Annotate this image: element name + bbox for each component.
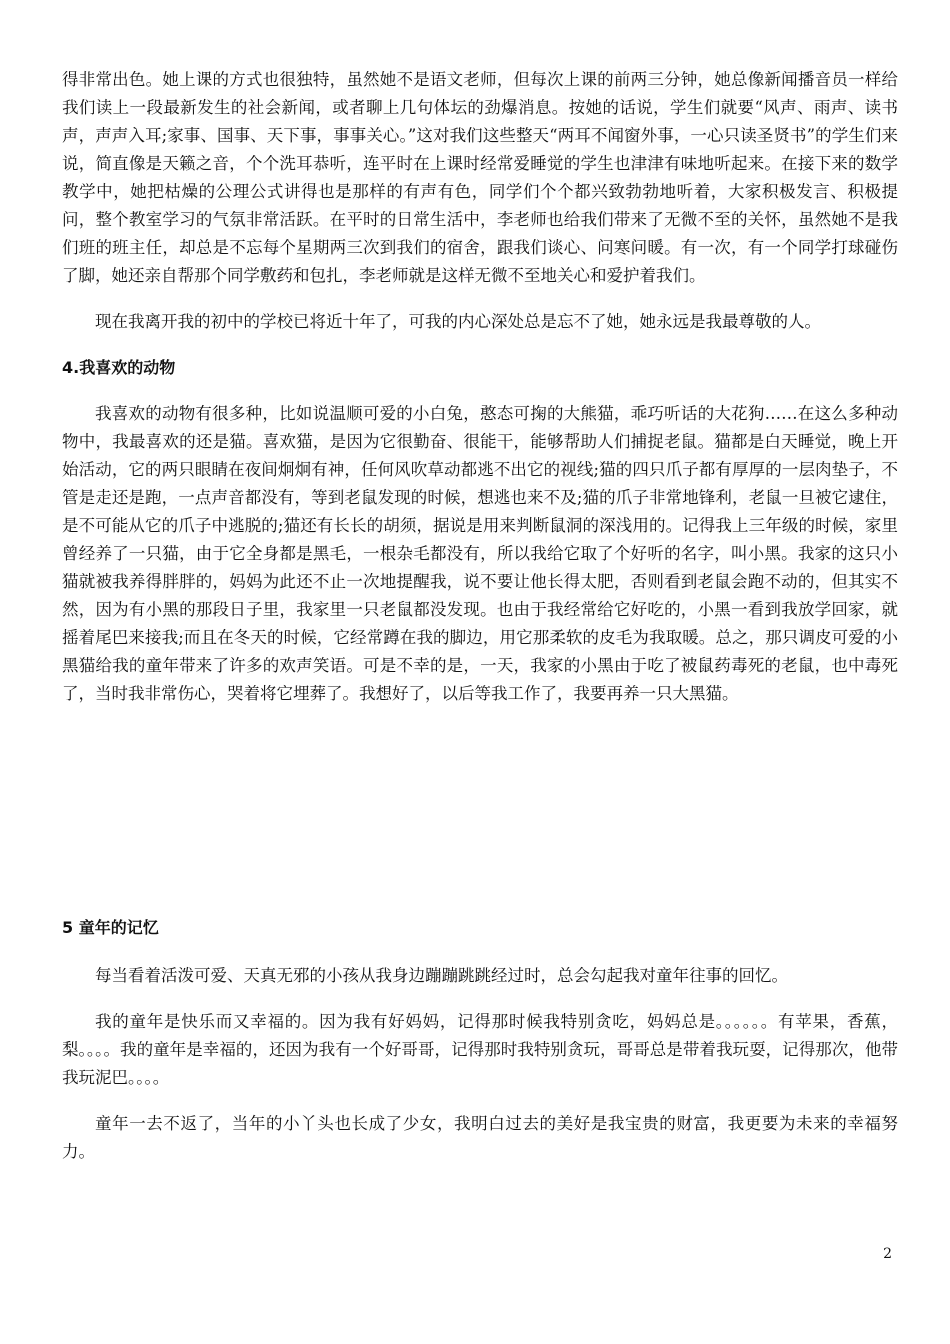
section-5-paragraph-1: 每当看着活泼可爱、天真无邪的小孩从我身边蹦蹦跳跳经过时，总会勾起我对童年往事的回忆。 [95,966,788,985]
section-4-body: 我喜欢的动物有很多种，比如说温顺可爱的小白兔，憨态可掬的大熊猫，乖巧听话的大花狗……在这么多种动物中，我最喜欢的还是猫。喜欢猫，是因为它很勤奋、很能干，能够帮助人们捕捉老鼠。猫都是白天睡觉，晚上开始活动，它的两只眼睛在夜间炯炯有神，任何风吹草动都逃不出它的视线;猫的四只爪子都有厚厚的一层肉垫子，不管是走还是跑，一点声音都没有，等到老鼠发现的时候，想逃也来不及;猫的爪子非常地锋利，老鼠一旦被它逮住，是不可能从它的爪子中逃脱的;猫还有长长的胡须，据说是用来判断鼠洞的深浅用的。记得我上三年级的时候，家里曾经养了一只猫，由于它全身都是黑毛，一根杂毛都没有，所以我给它取了个好听的名字，叫小黑。我家的这只小猫就被我养得胖胖的，妈妈为此还不止一次地提醒我，说不要让他长得太肥，否则看到老鼠会跑不动的，但其实不然，因为有小黑的那段日子里，我家里一只老鼠都没发现。也由于我经常给它好吃的，小黑一看到我放学回家，就摇着尾巴来接我;而且在冬天的时候，它经常蹲在我的脚边，用它那柔软的皮毛为我取暖。总之，那只调皮可爱的小黑猫给我的童年带来了许多的欢声笑语。可是不幸的是，一天，我家的小黑由于吃了被鼠药毒死的老鼠，也中毒死了，当时我非常伤心，哭着将它埋葬了。我想好了，以后等我工作了，我要再养一只大黑猫。 [62,404,898,703]
section-4-title: 4.我喜欢的动物 [62,358,176,377]
document-page [62,66,898,1166]
teacher-paragraph-closing: 现在我离开我的初中的学校已将近十年了，可我的内心深处总是忘不了她，她永远是我最尊敬的人。 [95,312,821,331]
teacher-paragraph-continued: 得非常出色。她上课的方式也很独特，虽然她不是语文老师，但每次上课的前两三分钟，她总像新闻播音员一样给我们读上一段最新发生的社会新闻，或者聊上几句体坛的劲爆消息。按她的话说，学生们就要“风声、雨声、读书声，声声入耳;家事、国事、天下事，事事关心。”这对我们这些整天“两耳不闻窗外事，一心只读圣贤书”的学生们来说，简直像是天籁之音，个个洗耳恭听，连平时在上课时经常爱睡觉的学生也津津有味地听起来。在接下来的数学教学中，她把枯燥的公理公式讲得也是那样的有声有色，同学们个个都兴致勃勃地听着，大家积极发言、积极提问，整个教室学习的气氛非常活跃。在平时的日常生活中，李老师也给我们带来了无微不至的关怀，虽然她不是我们班的班主任，却总是不忘每个星期两三次到我们的宿舍，跟我们谈心、问寒问暖。有一次，有一个同学打球碰伤了脚，她还亲自帮那个同学敷药和包扎，李老师就是这样无微不至地关心和爱护着我们。 [62,70,898,285]
page-number: 2 [883,1246,892,1262]
section-5-paragraph-2: 我的童年是快乐而又幸福的。因为我有好妈妈，记得那时候我特别贪吃，妈妈总是。。。。。。有苹果，香蕉，梨。。。。我的童年是幸福的，还因为我有一个好哥哥，记得那时我特别贪玩，哥哥总是带着我玩耍，记得那次，他带我玩泥巴。。。。 [62,1012,898,1087]
section-5-title: 5 童年的记忆 [62,918,159,937]
section-5-paragraph-3: 童年一去不返了，当年的小丫头也长成了少女，我明白过去的美好是我宝贵的财富，我更要为未来的幸福努力。 [62,1114,898,1161]
